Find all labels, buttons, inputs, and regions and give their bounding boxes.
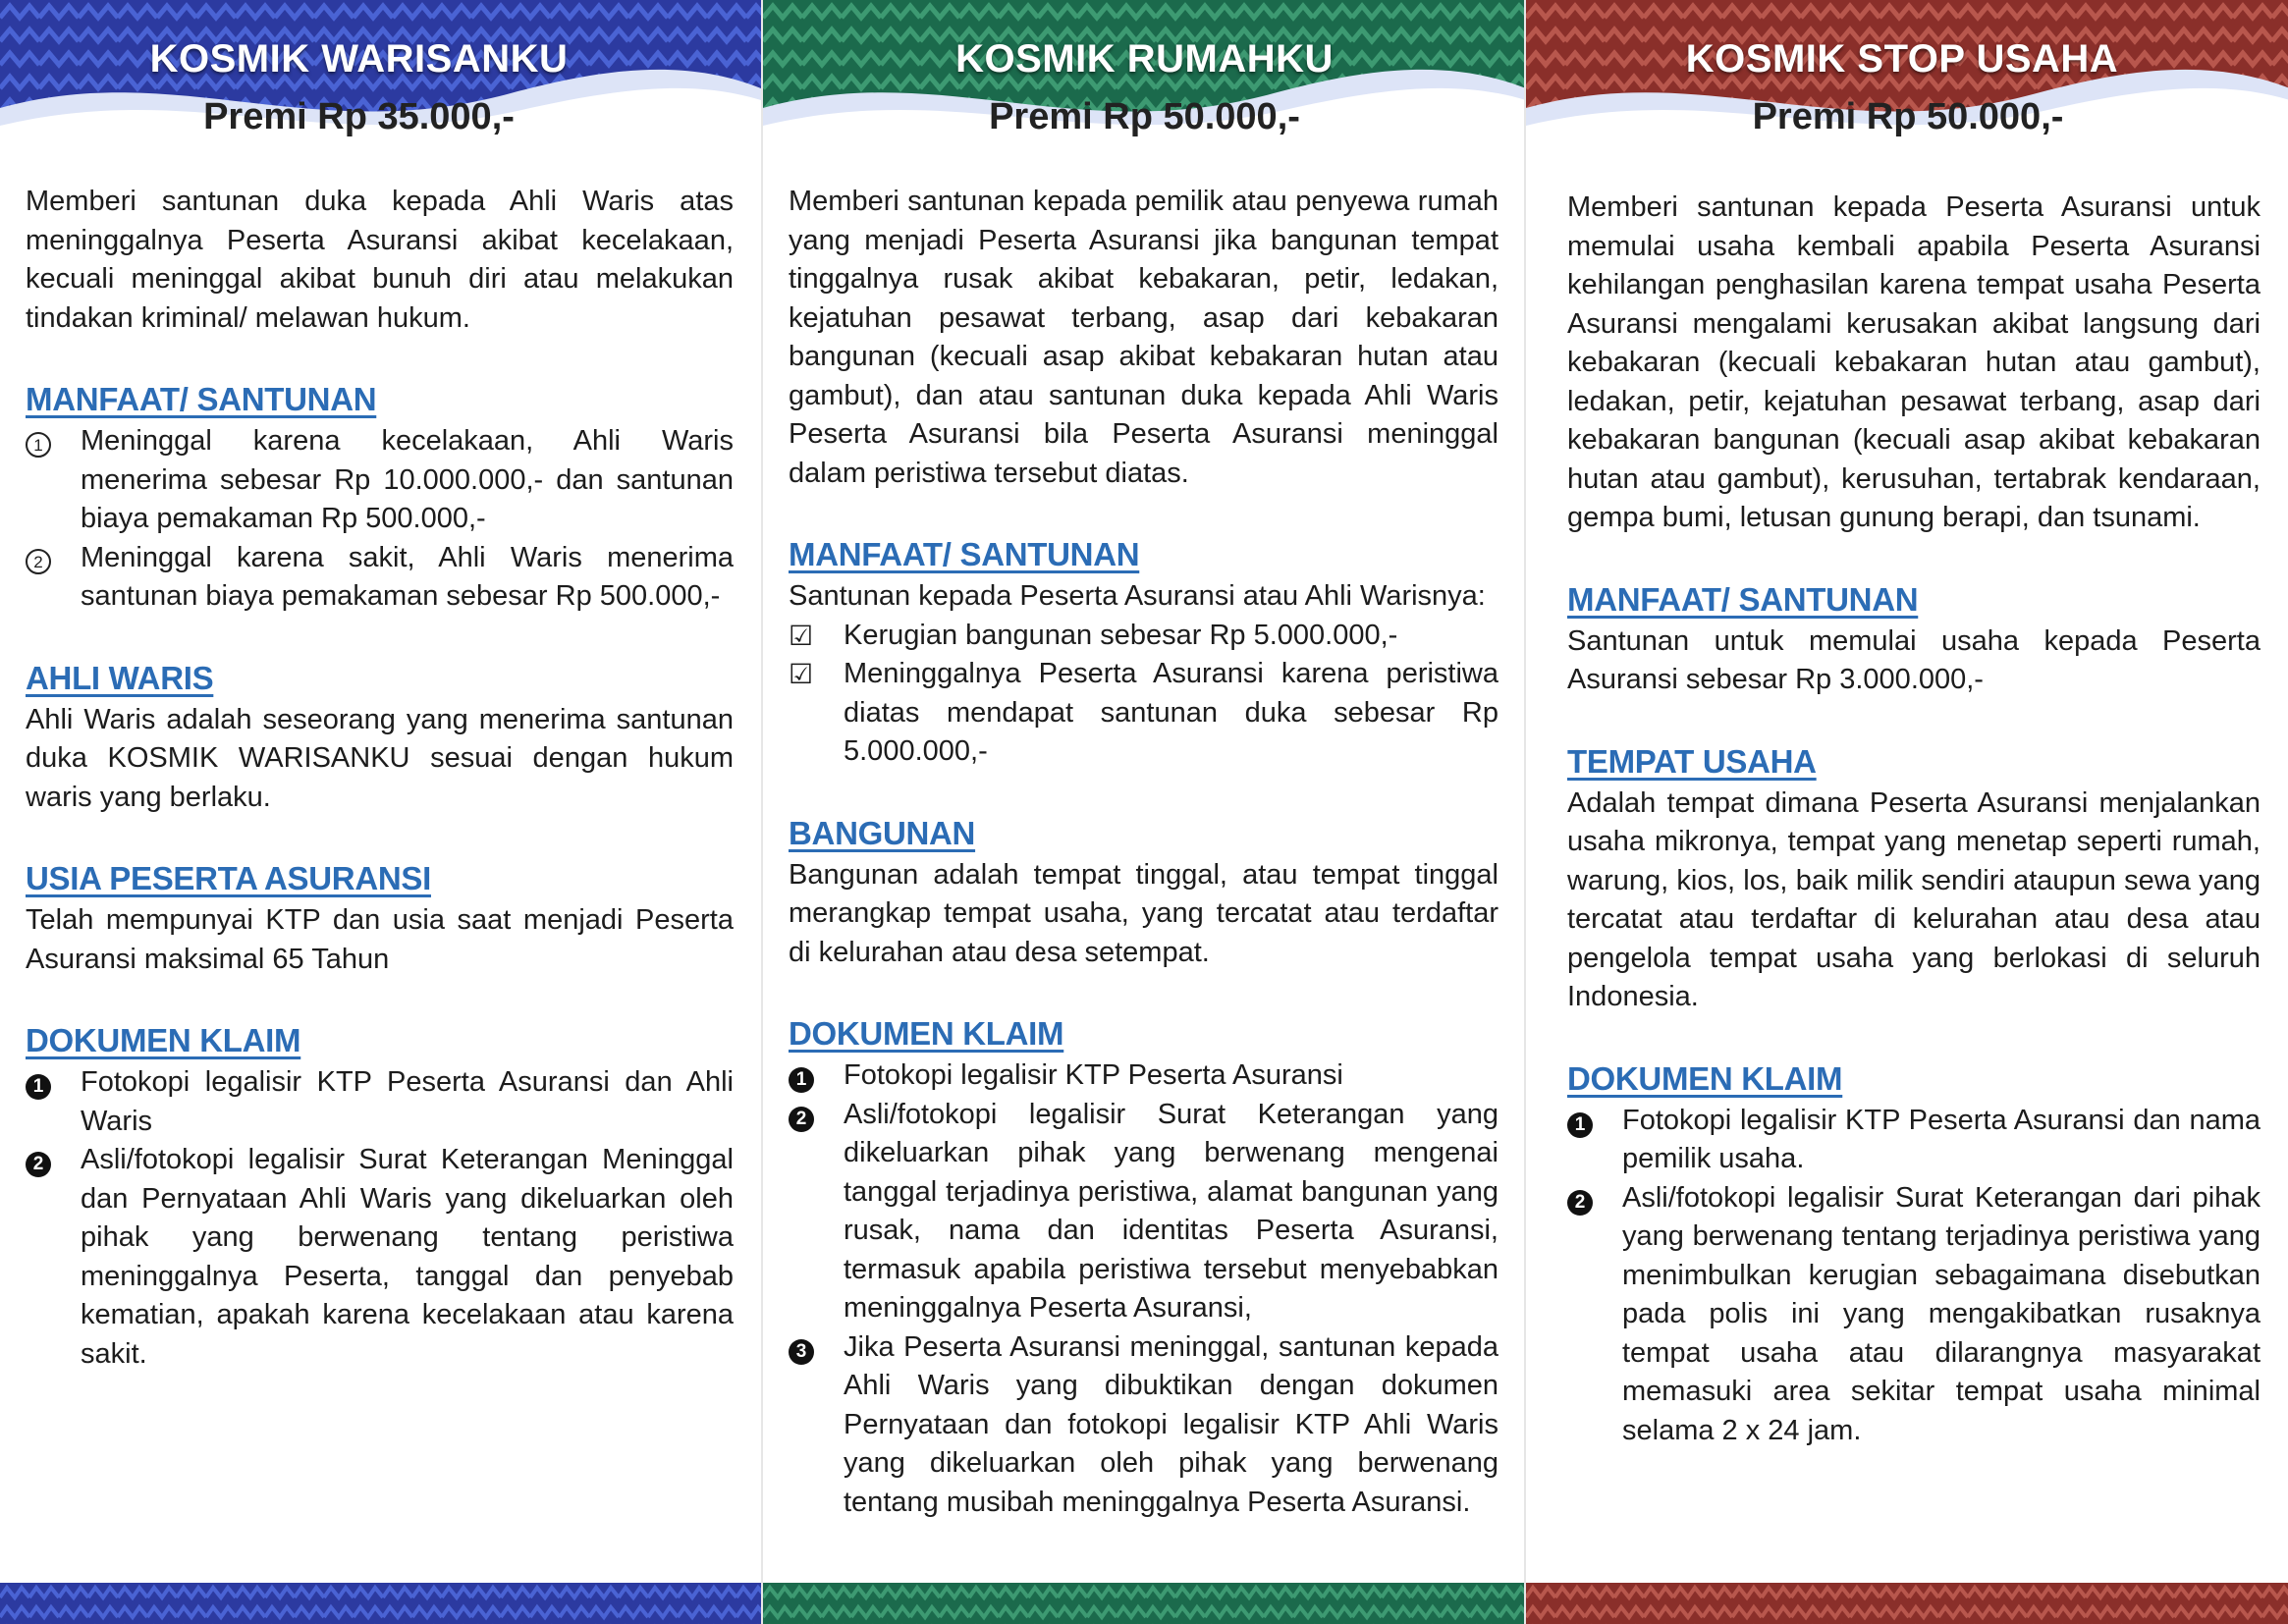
panel-title: KOSMIK STOP USAHA [1685,37,2119,81]
panel-title: KOSMIK RUMAHKU [955,37,1334,81]
ahli-waris-text: Ahli Waris adalah seseorang yang menerima santunan duka KOSMIK WARISANKU sesuai dengan hukum waris yang berlaku. [26,703,734,813]
ahli-waris-heading: AHLI WARIS [26,659,214,696]
tempat-usaha-heading: TEMPAT USAHA [1567,742,1817,780]
number-2-icon: 2 [1567,1190,1593,1216]
tempat-usaha-text: Adalah tempat dimana Peserta Asuransi menjalankan usaha mikronya, tempat yang menetap seperti rumah, warung, kios, los, baik milik sendiri ataupun sewa yang tercatat atau terdaftar di kelurahan atau desa atau pengelola tempat usaha yang berlokasi di seluruh Indonesia. [1567,786,2261,1012]
bangunan-heading: BANGUNAN [789,814,976,851]
usia-text: Telah mempunyai KTP dan usia saat menjadi Peserta Asuransi maksimal 65 Tahun [26,904,734,975]
number-2-icon: 2 [26,1152,51,1177]
manfaat-heading: MANFAAT/ SANTUNAN [789,536,1140,572]
number-1-icon: 1 [26,1074,51,1100]
intro-text: Memberi santunan duka kepada Ahli Waris atas meninggalnya Peserta Asuransi akibat kecelakaan, kecuali meninggal akibat bunuh diri atau melakukan tindakan kriminal/ melawan hukum. [26,186,734,334]
manfaat-heading: MANFAAT/ SANTUNAN [26,381,377,417]
list-item [789,1328,1498,1523]
panel-content [26,183,734,1374]
list-item-text: Meninggalnya Peserta Asuransi karena peristiwa diatas mendapat santunan duka sebesar Rp 5.000.000,- [844,658,1498,767]
footer-pattern [763,1583,1526,1624]
list-item [26,1141,734,1374]
list-item-text: Jika Peserta Asuransi meninggal, santunan kepada Ahli Waris yang dibuktikan dengan dokumen Pernyataan dan fotokopi legalisir KTP Ahli Waris yang dikeluarkan oleh pihak yang berwenang tentang musibah meninggalnya Peserta Asuransi. [844,1330,1498,1518]
list-item-text: Kerugian bangunan sebesar Rp 5.000.000,- [844,619,1398,651]
checkbox-icon: ☑ [789,620,814,651]
list-item-text: Fotokopi legalisir KTP Peserta Asuransi [844,1059,1343,1091]
dokumen-heading: DOKUMEN KLAIM [26,1022,301,1058]
panel-title: KOSMIK WARISANKU [149,37,569,81]
panel-content [1567,189,2261,1450]
number-2-icon: 2 [26,549,51,574]
list-item [1567,1179,2261,1451]
usia-heading: USIA PESERTA ASURANSI [26,860,431,896]
panel-kosmik-rumahku [761,0,1526,1624]
list-item [789,655,1498,772]
panel-header [763,0,1526,196]
panel-header [0,0,761,196]
footer-pattern [0,1583,761,1624]
list-item [789,1096,1498,1328]
premium-label: Premi Rp 35.000,- [203,96,515,137]
number-1-icon: 1 [789,1067,814,1093]
list-item-text: Fotokopi legalisir KTP Peserta Asuransi dan Ahli Waris [81,1066,734,1137]
list-item-text: Fotokopi legalisir KTP Peserta Asuransi dan nama pemilik usaha. [1622,1104,2261,1174]
panel-content [789,183,1498,1522]
dokumen-heading: DOKUMEN KLAIM [1567,1059,1843,1097]
list-item-text: Asli/fotokopi legalisir Surat Keterangan yang dikeluarkan pihak yang berwenang mengenai tanggal terjadinya peristiwa, alamat bangunan yang rusak, nama dan identitas Peserta Asuransi, termasuk apabila peristiwa tersebut menyebabkan meninggalnya Peserta Asuransi, [844,1098,1498,1324]
premium-label: Premi Rp 50.000,- [1752,96,2064,137]
manfaat-list [789,617,1498,772]
premium-label: Premi Rp 50.000,- [989,96,1300,137]
panel-kosmik-stop-usaha [1524,0,2288,1624]
manfaat-list [26,422,734,617]
footer-pattern [1526,1583,2288,1624]
dokumen-list [789,1056,1498,1522]
bangunan-text: Bangunan adalah tempat tinggal, atau tempat tinggal merangkap tempat usaha, yang tercatat atau terdaftar di kelurahan atau desa setempat. [789,858,1498,968]
intro-text: Memberi santunan kepada pemilik atau penyewa rumah yang menjadi Peserta Asuransi jika bangunan tempat tinggalnya rusak akibat kebakaran, petir, ledakan, kejatuhan pesawat terbang, asap dari kebakaran bangunan (kecuali asap akibat kebakaran hutan atau gambut), dan atau santunan duka kepada Ahli Waris Peserta Asuransi bila Peserta Asuransi meninggal dalam peristiwa tersebut diatas. [789,186,1498,489]
list-item [789,617,1498,656]
list-item-text: Meninggal karena sakit, Ahli Waris menerima santunan biaya pemakaman sebesar Rp 500.000,- [81,541,734,612]
checkbox-icon: ☑ [789,659,814,689]
list-item [26,1063,734,1141]
number-2-icon: 2 [789,1107,814,1132]
intro-text: Memberi santunan kepada Peserta Asuransi untuk memulai usaha kembali apabila Peserta Asuransi kehilangan penghasilan karena tempat usaha Peserta Asuransi mengalami kerusakan akibat langsung dari kebakaran (kecuali kebakaran hutan atau gambut), ledakan, petir, kejatuhan pesawat terbang, asap dari kebakaran bangunan (kecuali asap akibat kebakaran hutan atau gambut), kerusuhan, tertabrak kendaraan, gempa bumi, letusan gunung berapi, dan tsunami. [1567,191,2261,533]
panel-kosmik-warisanku [0,0,761,1624]
list-item-text: Asli/fotokopi legalisir Surat Keterangan Meninggal dan Pernyataan Ahli Waris yang dikeluarkan oleh pihak yang berwenang tentang peristiwa meninggalnya Peserta, tanggal dan penyebab kematian, apakah karena kecelakaan atau karena sakit. [81,1144,734,1370]
number-3-icon: 3 [789,1339,814,1365]
manfaat-heading: MANFAAT/ SANTUNAN [1567,580,1919,618]
dokumen-list [26,1063,734,1374]
list-item [789,1056,1498,1096]
list-item [26,422,734,539]
list-item [26,539,734,617]
dokumen-list [1567,1102,2261,1451]
list-item [1567,1102,2261,1179]
list-item-text: Meninggal karena kecelakaan, Ahli Waris menerima sebesar Rp 10.000.000,- dan santunan biaya pemakaman Rp 500.000,- [81,425,734,534]
manfaat-text: Santunan kepada Peserta Asuransi atau Ahli Warisnya: [789,580,1486,612]
manfaat-text: Santunan untuk memulai usaha kepada Peserta Asuransi sebesar Rp 3.000.000,- [1567,624,2261,695]
number-1-icon: 1 [1567,1112,1593,1138]
number-1-icon: 1 [26,432,51,458]
panel-header [1526,0,2288,196]
list-item-text: Asli/fotokopi legalisir Surat Keterangan dari pihak yang berwenang tentang terjadinya peristiwa yang menimbulkan kerugian sebagaimana disebutkan pada polis ini yang mengakibatkan rusaknya tempat usaha atau dilarangnya masyarakat memasuki area sekitar tempat usaha minimal selama 2 x 24 jam. [1622,1181,2261,1446]
dokumen-heading: DOKUMEN KLAIM [789,1015,1064,1052]
